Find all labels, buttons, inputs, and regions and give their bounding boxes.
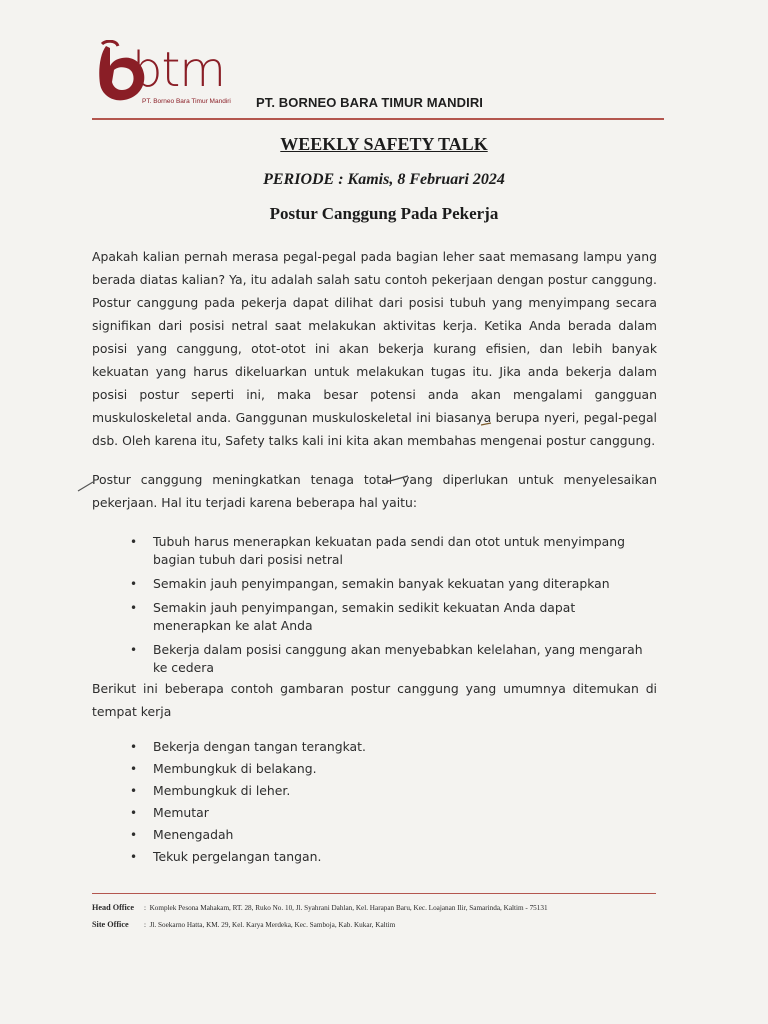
period-line: PERIODE : Kamis, 8 Februari 2024 bbox=[263, 171, 505, 188]
document-title: WEEKLY SAFETY TALK bbox=[280, 134, 488, 154]
list-item: • Menengadah bbox=[92, 826, 657, 844]
reasons-intro-paragraph: Postur canggung meningkatkan tenaga total yang diperlukan untuk menyelesaikan pekerjaan. Hal itu terjadi karena beberapa hal yaitu: bbox=[92, 472, 657, 510]
head-office-address: Komplek Pesona Mahakam, RT. 28, Ruko No. 10, Jl. Syahrani Dahlan, Kel. Harapan Baru, Kec. Loajanan Ilir, Samarinda, Kaltim - 75131 bbox=[149, 904, 548, 912]
topic-title: Postur Canggung Pada Pekerja bbox=[269, 204, 499, 223]
head-office-label: Head Office bbox=[92, 903, 135, 912]
pen-mark-icon bbox=[480, 420, 492, 428]
company-name: PT. BORNEO BARA TIMUR MANDIRI bbox=[256, 95, 484, 110]
list-item: • Membungkuk di leher. bbox=[92, 782, 657, 800]
footer-divider bbox=[92, 893, 656, 894]
pen-mark-icon bbox=[384, 473, 410, 485]
intro-paragraph: Apakah kalian pernah merasa pegal-pegal pada bagian leher saat memasang lampu yang berada diatas kalian? Ya, itu adalah salah satu contoh pekerjaan dengan postur canggung. Postur canggung pada pekerja dapat dilihat dari posisi tubuh yang menyimpang secara signifikan dari posisi netral saat melakukan aktivitas kerja. Ketika Anda berada dalam posisi yang canggung, otot-otot ini akan bekerja kurang efisien, dan lebih banyak kekuatan yang harus dikeluarkan untuk melakukan tugas itu. Jika anda bekerja dalam posisi postur seperti ini, maka besar potensi anda akan mengalami gangguan muskuloskeletal anda. Ganggunan muskuloskeletal ini biasanya berupa nyeri, pegal-pegal dsb. Oleh karena itu, Safety talks kali ini kita akan membahas mengenai postur canggung. bbox=[92, 249, 657, 448]
header-divider bbox=[92, 118, 664, 120]
examples-list bbox=[92, 738, 657, 870]
company-logo bbox=[92, 38, 252, 110]
pen-mark-icon bbox=[76, 478, 96, 494]
list-item: • Tubuh harus menerapkan kekuatan pada sendi dan otot untuk menyimpang bagian tubuh dari posisi netral bbox=[92, 533, 657, 569]
list-item: • Tekuk pergelangan tangan. bbox=[92, 848, 657, 866]
site-office-label: Site Office bbox=[92, 920, 129, 929]
logo-subtext: PT. Borneo Bara Timur Mandiri bbox=[142, 98, 231, 105]
head-office-line: Head Office : Komplek Pesona Mahakam, RT. 28, Ruko No. 10, Jl. Syahrani Dahlan, Kel. Harapan Baru, Kec. Loajanan Ilir, Samarinda, Kaltim - 75131 bbox=[92, 903, 548, 912]
reasons-list bbox=[92, 533, 657, 683]
site-office-address: Jl. Soekarno Hatta, KM. 29, Kel. Karya Merdeka, Kec. Samboja, Kab. Kukar, Kaltim bbox=[149, 921, 396, 929]
site-office-line: Site Office : Jl. Soekarno Hatta, KM. 29, Kel. Karya Merdeka, Kec. Samboja, Kab. Kukar, Kaltim bbox=[92, 920, 396, 929]
list-item: • Memutar bbox=[92, 804, 657, 822]
list-item: • Bekerja dalam posisi canggung akan menyebabkan kelelahan, yang mengarah ke cedera bbox=[92, 641, 657, 677]
list-item: • Semakin jauh penyimpangan, semakin banyak kekuatan yang diterapkan bbox=[92, 575, 657, 593]
logo-wordmark: btm bbox=[132, 42, 226, 98]
list-item: • Semakin jauh penyimpangan, semakin sedikit kekuatan Anda dapat menerapkan ke alat Anda bbox=[92, 599, 657, 635]
list-item: • Bekerja dengan tangan terangkat. bbox=[92, 738, 657, 756]
examples-intro-paragraph: Berikut ini beberapa contoh gambaran postur canggung yang umumnya ditemukan di tempat kerja bbox=[92, 681, 657, 719]
list-item: • Membungkuk di belakang. bbox=[92, 760, 657, 778]
